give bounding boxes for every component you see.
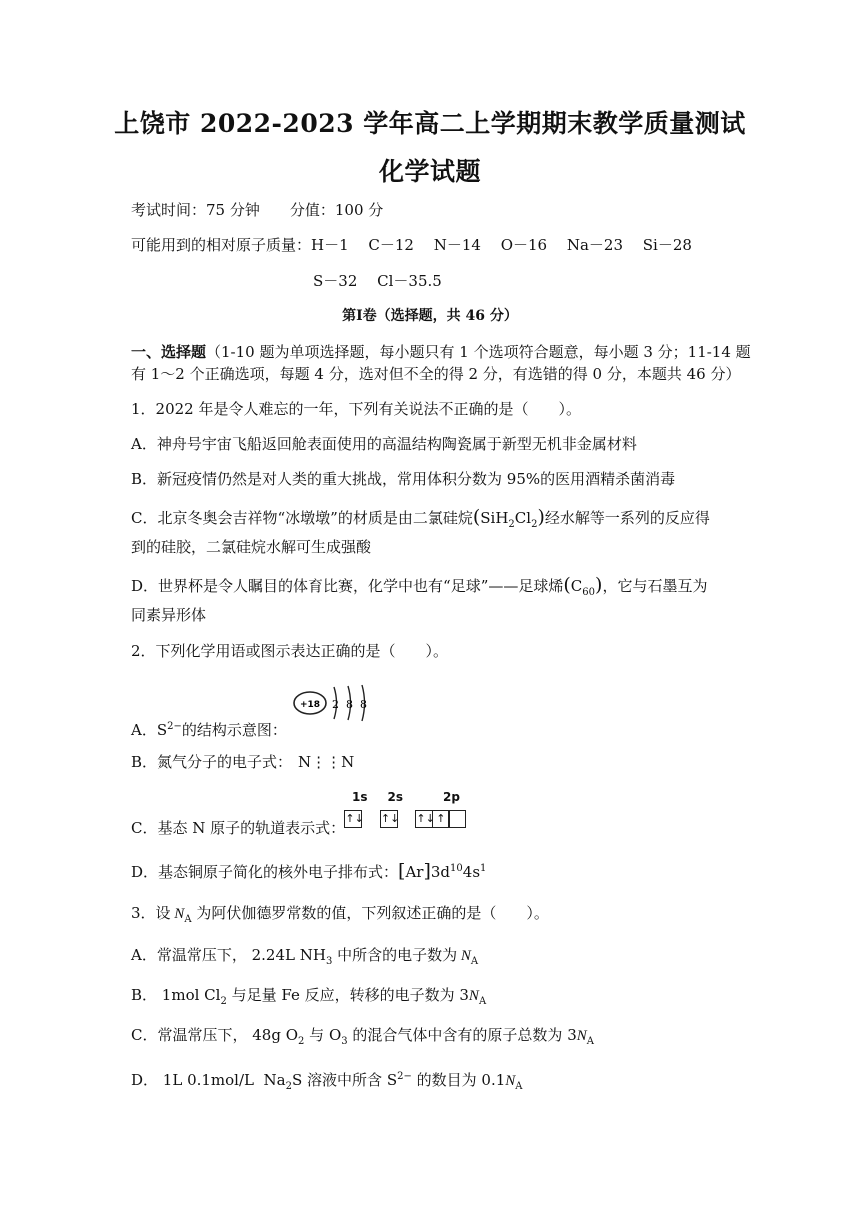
q2-stem: 2．下列化学用语或图示表达正确的是（ ）。 [131,642,449,660]
nucleus-label: +18 [299,700,321,710]
page-title: 上饶市 2022-2023 学年高二上学期期末教学质量测试 [114,109,746,138]
part-instructions-2: 有 1～2 个正确选项，每题 4 分，选对但不全的得 2 分，有选错的得 0 分，本题共 46 分） [131,365,741,383]
q1-option-a: A．神舟号宇宙飞船返回舱表面使用的高温结构陶瓷属于新型无机非金属材料 [131,435,637,453]
part-instructions [131,341,751,363]
shell-3-electrons: 8 [360,698,367,711]
q2-option-c: C．基态 N 原子的轨道表示式： [131,819,346,837]
q1-option-c-line2: 到的硅胶，二氯硅烷水解可生成强酸 [131,538,372,556]
q3-option-a: A．常温常压下， 2.24L $NH_3$ 中所含的电子数为 $N_A$ [131,946,479,967]
q1-stem: 1．2022 年是令人难忘的一年，下列有关说法不正确的是（ ）。 [131,400,581,418]
section-title: 第Ⅰ卷（选择题，共 46 分） [342,308,518,324]
q2-option-b: B．氮气分子的电子式： N⋮⋮N [131,753,355,771]
q3-option-d: D． 1L 0.1mol/L $Na_2S$ 溶液中所含 $S^{2-}$ 的数目为 $0.1N_A$ [131,1071,523,1092]
part-heading: 一、选择题 [131,343,207,361]
q3-option-c: C．常温常压下， 48g $O_2$ 与 $O_3$ 的混合气体中含有的原子总数为 $3N_A$ [131,1026,594,1047]
nitrogen-electron-formula: N⋮⋮N [298,753,355,771]
part-instructions-text: （1-10 题为单项选择题，每小题只有 1 个选项符合题意，每小题 3 分；11-14 题 [206,343,751,361]
q1-option-c: C．北京冬奥会吉祥物“冰墩墩”的材质是由二氯硅烷$(SiH_2Cl_2)$经水解等一系列的反应得 [131,506,710,530]
atomic-masses-line-2: S－32 Cl－35.5 [313,272,442,290]
q2-option-d: D．基态铜原子简化的核外电子排布式：$[Ar]3d^{10}4s^1$ [131,860,487,882]
q2-option-a: A．$S^{2-}$的结构示意图： [131,721,287,739]
shell-1-electrons: 2 [332,698,339,711]
q1-option-b: B．新冠疫情仍然是对人类的重大挑战，常用体积分数为 95%的医用酒精杀菌消毒 [131,470,676,488]
q1-option-d-line2: 同素异形体 [131,606,207,624]
shell-2-electrons: 8 [346,698,353,711]
q3-option-b: B． 1mol $Cl_2$ 与足量 Fe 反应，转移的电子数为 $3N_A$ [131,986,487,1007]
q1-option-d: D．世界杯是令人瞩目的体育比赛，化学中也有“足球”——足球烯$(C_{60})$，它与石墨互为 [131,574,708,598]
nitrogen-orbital-diagram: 1s ↑↓ 2s ↑↓ 2p ↑↓↑ [346,810,466,829]
q3-stem: 3．设 $N_A$ 为阿伏伽德罗常数的值，下列叙述正确的是（ ）。 [131,904,549,925]
exam-info: 考试时间：75 分钟 分值：100 分 [131,201,384,219]
page-subtitle: 化学试题 [378,157,481,186]
atomic-masses-line-1: 可能用到的相对原子质量：H－1 C－12 N－14 O－16 Na－23 Si－28 [131,236,692,254]
s2-ion-structure-diagram [292,681,376,723]
